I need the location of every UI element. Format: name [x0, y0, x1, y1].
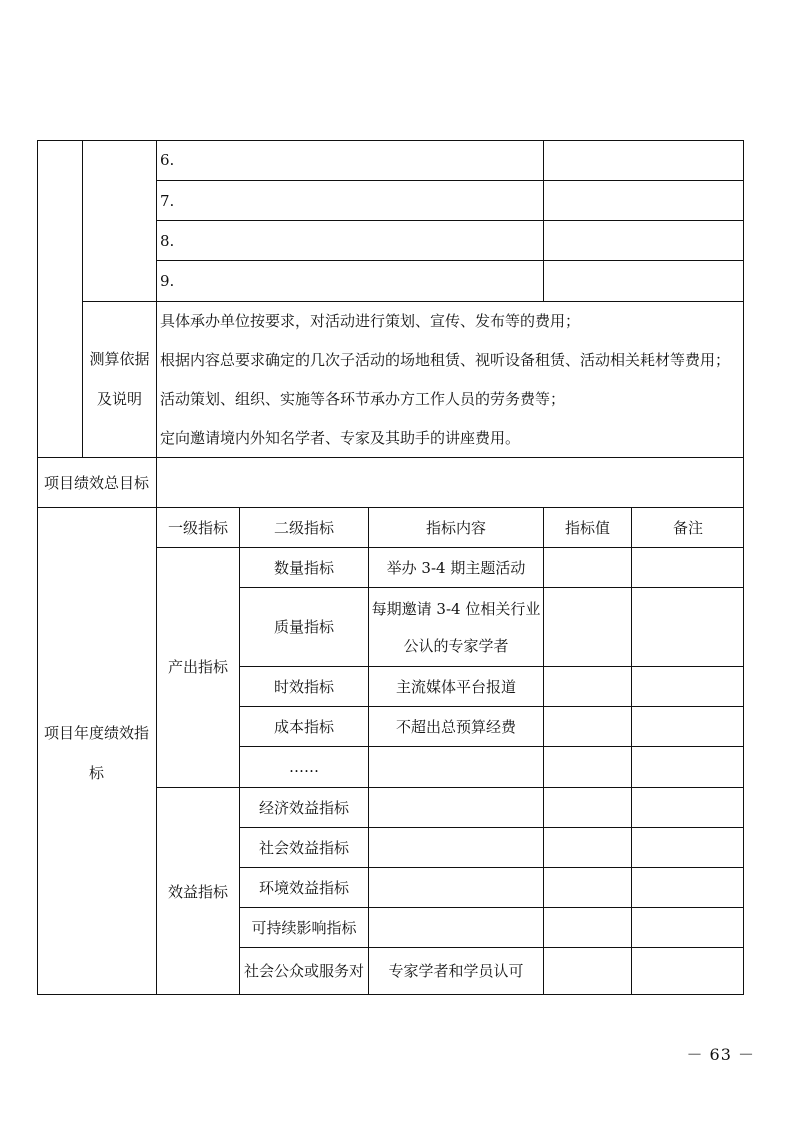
table-row-name: 社会公众或服务对 — [243, 962, 364, 980]
table-row-content: 举办 3-4 期主题活动 — [386, 558, 526, 577]
basis-line: 定向邀请境内外知名学者、专家及其助手的讲座费用。 — [160, 429, 521, 447]
basis-line: 根据内容总要求确定的几次子活动的场地租赁、视听设备租赁、活动相关耗材等费用； — [160, 351, 731, 369]
total-goal-value — [157, 458, 744, 507]
performance-table — [37, 140, 744, 995]
table-row-name: 社会效益指标 — [258, 838, 349, 857]
table-row-content — [369, 747, 543, 787]
table-row-name: 质量指标 — [273, 618, 334, 636]
budget-item-6: 6. — [160, 151, 175, 169]
table-row-content: 专家学者和学员认可 — [388, 962, 524, 980]
basis-label-line2: 及说明 — [96, 390, 142, 408]
basis-line: 具体承办单位按要求，对活动进行策划、宣传、发布等的费用； — [160, 312, 581, 330]
table-row-content-line2: 公认的专家学者 — [403, 637, 509, 655]
table-row-content — [369, 828, 543, 867]
table-row-name: 成本指标 — [273, 717, 334, 736]
budget-item-8: 8. — [160, 232, 175, 250]
table-row-content: 不超出总预算经费 — [395, 717, 516, 736]
table-row-name: 数量指标 — [273, 558, 334, 577]
budget-item-7: 7. — [160, 192, 175, 210]
table-row-content — [369, 908, 543, 947]
budget-item-9: 9. — [160, 272, 175, 290]
table-row-name: 时效指标 — [273, 677, 334, 696]
header-level1: 一级指标 — [167, 518, 228, 537]
header-note: 备注 — [672, 518, 703, 537]
total-goal-label: 项目绩效总目标 — [43, 473, 149, 492]
annual-label-line1: 项目年度绩效指 — [43, 724, 149, 742]
table-row-name: …… — [289, 758, 319, 776]
page-number: － 63 － — [686, 1045, 755, 1064]
table-row-content — [369, 868, 543, 907]
table-row-name: 可持续影响指标 — [251, 918, 357, 937]
basis-label-line1: 测算依据 — [89, 350, 150, 368]
basis-line: 活动策划、组织、实施等各环节承办方工作人员的劳务费等； — [160, 390, 566, 408]
annual-label-line2: 标 — [88, 764, 104, 782]
table-row-content-line1: 每期邀请 3-4 位相关行业 — [371, 600, 541, 618]
output-indicators-label: 产出指标 — [167, 658, 228, 676]
benefit-indicators-label: 效益指标 — [167, 883, 228, 901]
header-level2: 二级指标 — [273, 518, 334, 537]
header-content: 指标内容 — [425, 518, 486, 537]
table-row-content: 主流媒体平台报道 — [395, 677, 516, 696]
table-row-content — [369, 788, 543, 827]
header-value: 指标值 — [564, 518, 610, 537]
table-row-name: 环境效益指标 — [258, 878, 349, 897]
table-row-name: 经济效益指标 — [258, 798, 349, 817]
